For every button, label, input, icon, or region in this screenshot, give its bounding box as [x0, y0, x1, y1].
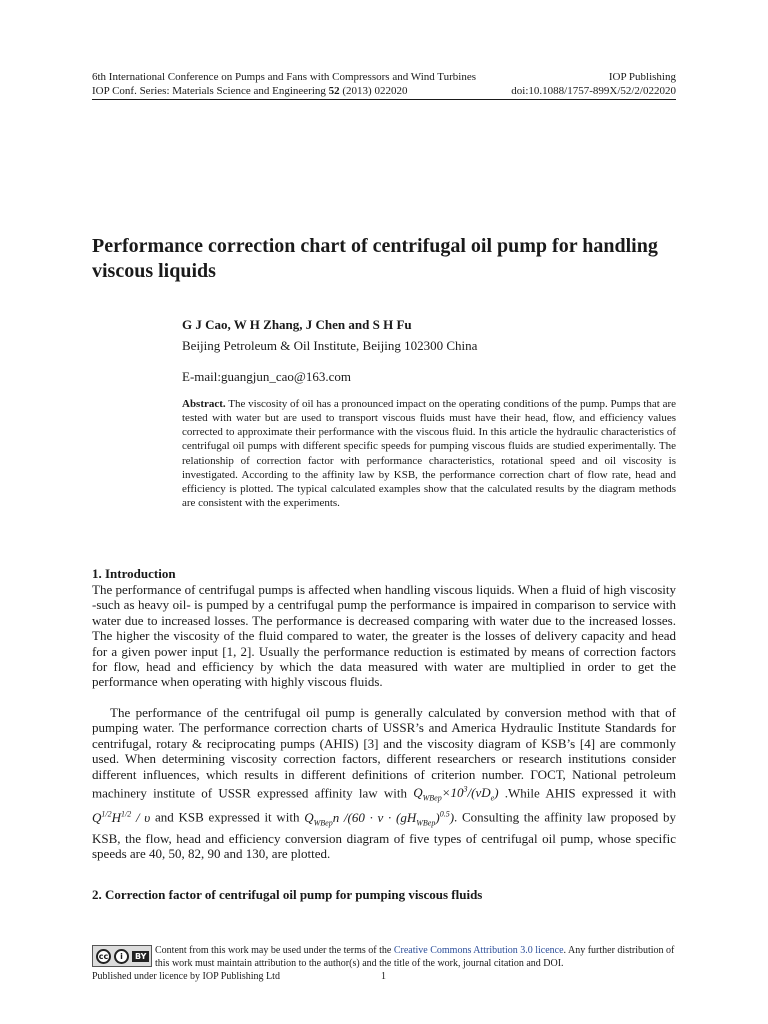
section-heading-introduction: 1. Introduction: [92, 566, 176, 581]
cc-icon: cc: [96, 949, 111, 964]
conference-name: 6th International Conference on Pumps and Fans with Compressors and Wind Turbines: [92, 71, 477, 83]
paper-title: Performance correction chart of centrifugal oil pump for handling viscous liquids: [92, 235, 658, 282]
authors: G J Cao, W H Zhang, J Chen and S H Fu: [182, 317, 412, 332]
intro-paragraph-2: The performance of the centrifugal oil pump is generally calculated by conversion method with that of pumping water. The performance correction charts of USSR’s and America Hydraulic Institute Standards for centrifugal, rotary & reciprocating pumps (AHIS) [3] and the viscosity diagram of KSB’s [4] are commonly used. When determining viscosity correction factors, different researchers or research institutions consider different influences, which results in different definitions of criterion number. ГОСТ, National petroleum machinery institute of USSR expressed affinity law with $Q_{WBep}\times 10^3/(\nu D_e)$ .While AHIS expressed it with $Q^{1/2}H^{1/2}$ / υ and KSB expressed it with $Q_{WBep}n$ $/(60 \cdot \nu \cdot (gH_{WBep})^{0.5})$. Consulting the affinity law proposed by KSB, the flow, head and efficiency conversion diagram of five types of centrifugal oil pump, whose specific speeds are 40, 50, 82, 90 and 130, are plotted.: [92, 705, 676, 862]
running-header-conference: [92, 71, 676, 84]
series-citation: IOP Conf. Series: Materials Science and Engineering 52 (2013) 022020: [92, 85, 408, 97]
abstract: [182, 397, 676, 510]
equation-ahis: $Q^{1/2}H^{1/2}$ / υ: [92, 809, 151, 825]
equation-gost: $Q_{WBep}\times 10^3/(\nu D_e)$: [413, 785, 499, 803]
attribution-icon: i: [114, 949, 129, 964]
intro-paragraph-1: The performance of centrifugal pumps is affected when handling viscous liquids. When a fluid of high viscosity -such as heavy oil- is pumped by a centrifugal pump the performance is impaired in comparison to service with water due to increased losses. The performance is decreased comparing with water due to the increased losses. The higher the viscosity of the fluid compared to water, the greater is the losses of delivery capacity and head for a given power input [1, 2]. Usually the performance reduction is estimated by means of correction factors for flow, head and efficiency by which the data measured with water are multiplied in order to get the performance when operating with highly viscous fluids.: [92, 582, 676, 690]
doi: doi:10.1088/1757-899X/52/2/022020: [511, 85, 676, 97]
published-under-licence: Published under licence by IOP Publishing Ltd: [92, 971, 280, 982]
section-heading-correction-factor: 2. Correction factor of centrifugal oil pump for pumping viscous fluids: [92, 887, 483, 902]
license-link[interactable]: Creative Commons Attribution 3.0 licence: [393, 945, 564, 956]
publisher-name: IOP Publishing: [608, 71, 676, 83]
page-number: 1: [381, 971, 386, 982]
equation-ksb: $Q_{WBep}n$ $/(60 \cdot \nu \cdot (gH_{WBep})^{0.5})$: [304, 809, 455, 828]
abstract-label: Abstract.: [182, 398, 226, 410]
abstract-text: The viscosity of oil has a pronounced impact on the operating conditions of the pump. Pumps that are tested with water but are used to transport viscous fluids must have their head, flow, and efficiency values corrected to approximate their performance with the viscous fluid. In this article the hydraulic characteristics of centrifugal oil pumps with different specific speeds for pumping viscous fluids are studied experimentally. The relationship of correction factor with performance characteristics, rotational speed and oil viscosity is investigated. According to the affinity law by KSB, the performance correction chart of flow rate, head and efficiency is plotted. The typical calculated examples show that the calculated results by the diagram methods are consistent with the experiments.: [182, 398, 676, 510]
affiliation: Beijing Petroleum & Oil Institute, Beijing 102300 China: [182, 338, 478, 353]
cc-by-label: BY: [132, 951, 149, 962]
volume-number: 52: [328, 85, 340, 97]
license-notice: Content from this work may be used under the terms of the Creative Commons Attribution 3.0 licence. Any further distribution of this work must maintain attribution to the author(s) and the title of the work, journal citation and DOI.: [155, 945, 675, 969]
author-email: E-mail:guangjun_cao@163.com: [182, 369, 352, 384]
header-rule: [92, 99, 676, 100]
running-header-series: [92, 85, 676, 98]
creative-commons-icon[interactable]: [92, 945, 152, 967]
